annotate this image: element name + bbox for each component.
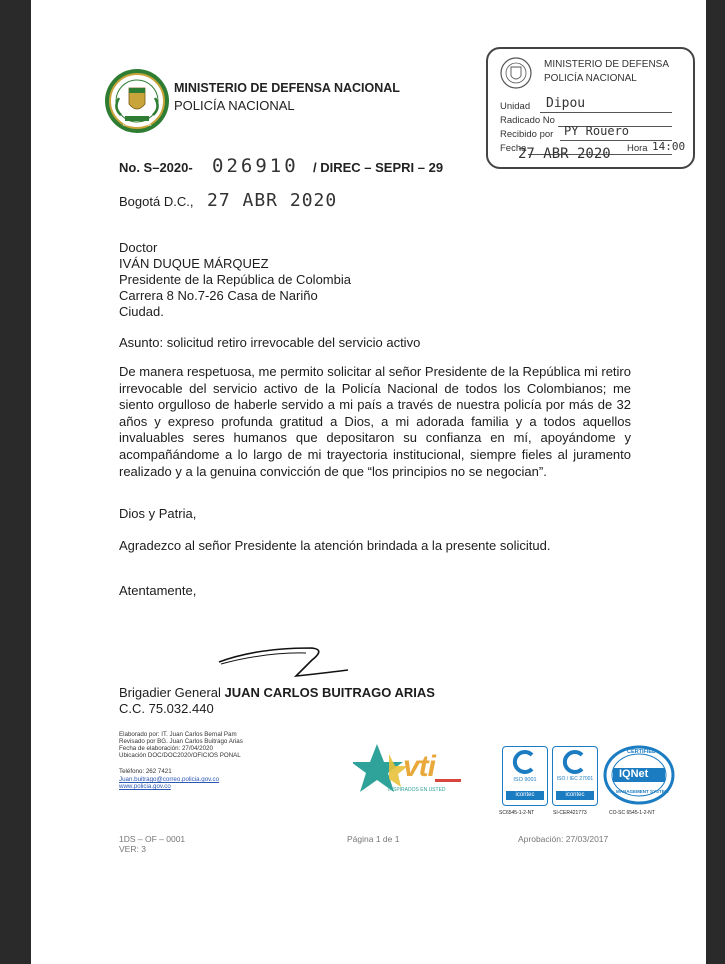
iso-27001-badge xyxy=(552,746,598,806)
ministry-heading: MINISTERIO DE DEFENSA NACIONAL xyxy=(174,81,400,95)
recipient-name: IVÁN DUQUE MÁRQUEZ xyxy=(119,256,269,271)
seal-motto: DIOS Y PATRIA xyxy=(123,122,152,127)
iqnet-top: CERTIFIED xyxy=(627,749,657,755)
telefono: Teléfono: 262 7421 xyxy=(119,768,172,775)
iqnet-bottom: MANAGEMENT SYSTEM xyxy=(616,789,669,794)
recipient-position: Presidente de la República de Colombia xyxy=(119,272,351,287)
recipient-title: Doctor xyxy=(119,240,158,255)
elaborado-por: Elaborado por: IT. Juan Carlos Bernal Pam xyxy=(119,731,237,738)
page-number: Página 1 de 1 xyxy=(347,834,400,844)
stamp-radicado-label: Radicado No xyxy=(500,115,555,126)
cert2-code: SI-CER421773 xyxy=(553,810,587,816)
stamp-hora-value: 14:00 xyxy=(652,140,686,153)
stamp-unidad-value: Dipou xyxy=(546,96,586,111)
recipient-city: Ciudad. xyxy=(119,304,164,319)
stamp-fecha-value: 27 ABR 2020 xyxy=(518,146,611,162)
doc-number-suffix: / DIREC – SEPRI – 29 xyxy=(313,160,444,175)
signer-rank: Brigadier General xyxy=(119,685,221,700)
iqnet-code: CO-SC 6545-1-2-NT xyxy=(609,810,655,816)
ubicacion: Ubicación DOC/DOC2020/OFICIOS PONAL xyxy=(119,752,241,759)
iso-9001-badge xyxy=(502,746,548,806)
form-code: 1DS – OF – 0001 xyxy=(119,834,186,844)
form-version: VER: 3 xyxy=(119,844,146,854)
city-label: Bogotá D.C., xyxy=(119,194,194,209)
icontec-c-icon xyxy=(512,750,538,774)
web-link[interactable]: www.policia.gov.co xyxy=(119,783,171,790)
cert2-brand: icontec xyxy=(556,791,594,800)
vti-tagline: INSPIRADOS EN USTED xyxy=(388,787,446,793)
doc-number-value: 026910 xyxy=(212,155,299,177)
signer-cc: C.C. 75.032.440 xyxy=(119,701,214,716)
stamp-ministry: MINISTERIO DE DEFENSA xyxy=(544,59,670,70)
signer-line xyxy=(119,685,435,700)
signer-name: JUAN CARLOS BUITRAGO ARIAS xyxy=(224,685,435,700)
cert1-label: ISO 9001 xyxy=(513,777,537,783)
letter-page xyxy=(31,0,706,964)
vti-underline xyxy=(435,779,461,782)
stamp-recibido-label: Recibido por xyxy=(500,129,554,140)
cert1-brand: icontec xyxy=(506,791,544,800)
doc-date: 27 ABR 2020 xyxy=(207,190,338,211)
signature-mark-icon xyxy=(216,640,366,680)
email-link[interactable]: Juan.buitrago@correo.policia.gov.co xyxy=(119,776,220,783)
revisado-por: Revisado por BG. Juan Carlos Buitrago Arias xyxy=(119,738,243,745)
icontec-c-icon-2 xyxy=(562,750,588,774)
stamp-fecha-label: Fecha xyxy=(500,143,527,154)
approval-date: Aprobación: 27/03/2017 xyxy=(518,834,609,844)
vti-brand: vti xyxy=(403,750,436,783)
stamp-seal-icon xyxy=(499,57,533,89)
fecha-elaboracion: Fecha de elaboración: 27/04/2020 xyxy=(119,745,213,752)
doc-number-prefix: No. S–2020- xyxy=(119,160,193,175)
body-paragraph-3: Agradezco al señor Presidente la atención brindada a la presente solicitud. xyxy=(119,538,551,553)
iqnet-name: IQNet xyxy=(619,768,649,780)
closing: Atentamente, xyxy=(119,583,197,598)
recipient-address: Carrera 8 No.7-26 Casa de Nariño xyxy=(119,288,318,303)
stamp-unidad-label: Unidad xyxy=(500,101,531,112)
cert2-label: ISO / IEC 27001 xyxy=(556,776,594,782)
body-paragraph-2: Dios y Patria, xyxy=(119,506,197,521)
received-stamp xyxy=(486,47,695,169)
body-paragraph-1: De manera respetuosa, me permito solicitar al señor Presidente de la República mi retiro irrevocable del servicio activo de la Policía Nacional de todos los Colombianos; me siento orgulloso de haberle servido a mi país a través de nuestra policía por más de 32 años y expreso profunda gratitud a Dios, a mi adorada familia y a todos aquellos invaluables seres humanos que depositaron su confianza en mí, apoyándome y acompañándome a lo largo de mi trayectoria institucional, siempre fieles al juramento realizado y a la genuina convicción de que “los principios no se negocian”. xyxy=(119,364,631,479)
stamp-recibido-value: PY Rouero xyxy=(564,124,630,138)
cert1-code: SC6545-1-2-NT xyxy=(499,810,535,816)
police-heading: POLICÍA NACIONAL xyxy=(174,98,295,113)
stamp-hora-label: Hora xyxy=(627,143,648,154)
subject-line: Asunto: solicitud retiro irrevocable del servicio activo xyxy=(119,335,421,350)
stamp-police: POLICÍA NACIONAL xyxy=(544,73,637,84)
